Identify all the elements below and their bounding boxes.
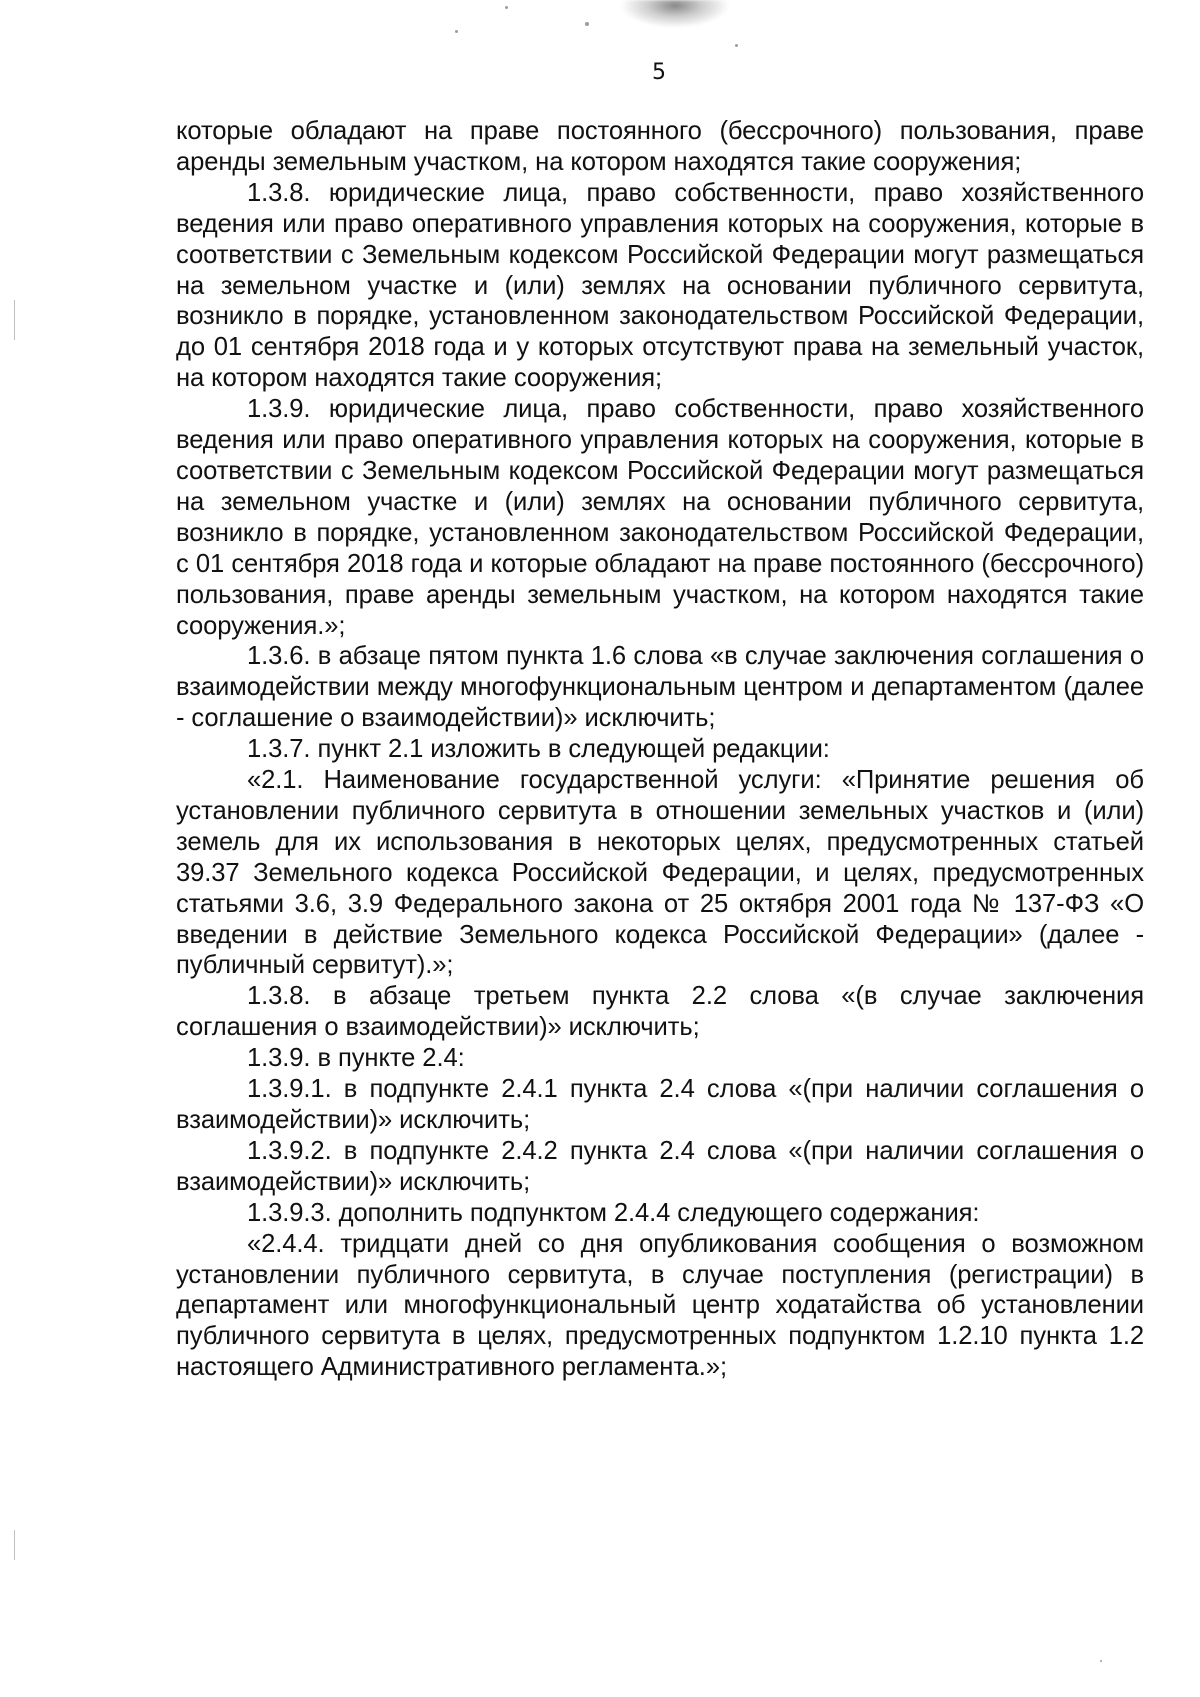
scan-artifact: [1100, 1660, 1102, 1662]
scan-artifact: [585, 22, 589, 26]
page-number: 5: [652, 60, 666, 85]
scan-artifact: [620, 0, 730, 28]
scan-artifact: [455, 30, 458, 33]
paragraph: «2.4.4. тридцати дней со дня опубликования сообщения о возможном установлении публичного сервитута, в случае поступления (регистрации) в департамент или многофункциональный центр ходатайства об установлении публичного сервитута в целях, предусмотренных подпунктом 1.2.10 пункта 1.2 настоящего Административного регламента.»;: [176, 1229, 1144, 1382]
scan-artifact: [14, 300, 15, 340]
paragraph: 1.3.8. юридические лица, право собственности, право хозяйственного ведения или право оперативного управления которых на сооружения, которые в соответствии с Земельным кодексом Российской Федерации могут размещаться на земельном участке и (или) землях на основании публичного сервитута, возникло в порядке, установленном законодательством Российской Федерации, до 01 сентября 2018 года и у которых отсутствуют права на земельный участок, на котором находятся такие сооружения;: [176, 178, 1144, 393]
paragraph: которые обладают на праве постоянного (бессрочного) пользования, праве аренды земельным участком, на котором находятся такие сооружения;: [176, 117, 1144, 176]
scan-artifact: [505, 6, 508, 9]
paragraph: 1.3.7. пункт 2.1 изложить в следующей редакции:: [247, 735, 830, 764]
paragraph: 1.3.9.2. в подпункте 2.4.2 пункта 2.4 слова «(при наличии соглашения о взаимодействии)» исключить;: [176, 1136, 1144, 1196]
paragraph: 1.3.9. в пункте 2.4:: [247, 1044, 465, 1073]
paragraph: «2.1. Наименование государственной услуги: «Принятие решения об установлении публичного сервитута в отношении земельных участков и (или) земель для их использования в некоторых целях, предусмотренных статьей 39.37 Земельного кодекса Российской Федерации, и целях, предусмотренных статьями 3.6, 3.9 Федерального закона от 25 октября 2001 года № 137-ФЗ «О введении в действие Земельного кодекса Российской Федерации» (далее - публичный сервитут).»;: [176, 766, 1144, 980]
paragraph: 1.3.6. в абзаце пятом пункта 1.6 слова «в случае заключения соглашения о взаимодействии между многофункциональным центром и департаментом (далее - соглашение о взаимодействии)» исключить;: [176, 642, 1144, 733]
paragraph: 1.3.9. юридические лица, право собственности, право хозяйственного ведения или право оперативного управления которых на сооружения, которые в соответствии с Земельным кодексом Российской Федерации могут размещаться на земельном участке и (или) землях на основании публичного сервитута, возникло в порядке, установленном законодательством Российской Федерации, с 01 сентября 2018 года и которые обладают на праве постоянного (бессрочного) пользования, праве аренды земельным участком, на котором находятся такие сооружения.»;: [176, 395, 1144, 640]
scan-artifact: [14, 1530, 15, 1560]
paragraph: 1.3.8. в абзаце третьем пункта 2.2 слова «(в случае заключения соглашения о взаимодействии)» исключить;: [176, 982, 1144, 1042]
document-body: [176, 116, 1144, 1383]
paragraph: 1.3.9.1. в подпункте 2.4.1 пункта 2.4 слова «(при наличии соглашения о взаимодействии)» исключить;: [176, 1075, 1144, 1134]
paragraph: 1.3.9.3. дополнить подпунктом 2.4.4 следующего содержания:: [247, 1198, 980, 1227]
scan-artifact: [735, 44, 738, 47]
